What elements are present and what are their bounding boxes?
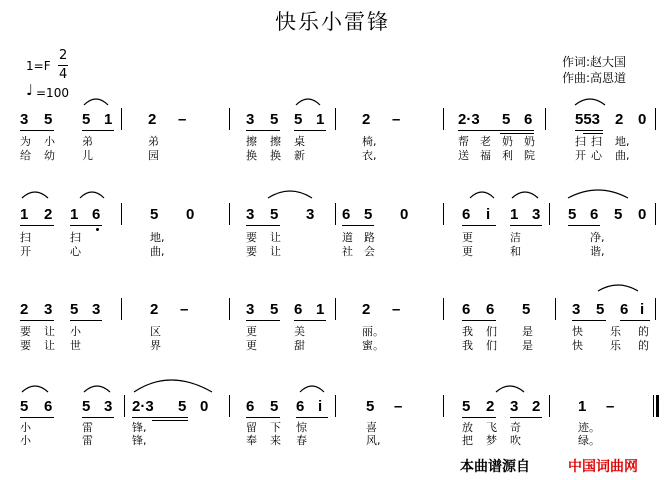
note: 6 bbox=[294, 301, 303, 318]
note: 6 bbox=[342, 206, 351, 223]
lyric: 惊 bbox=[296, 421, 307, 434]
note: 2 bbox=[362, 301, 371, 318]
time-signature-bottom: 4 bbox=[59, 67, 68, 82]
lyric: 梦 bbox=[486, 434, 497, 447]
barline bbox=[443, 108, 444, 130]
song-title: 快乐小雷锋 bbox=[275, 10, 390, 34]
underline bbox=[294, 320, 326, 321]
slur bbox=[80, 192, 104, 198]
lyric: 乐 bbox=[610, 325, 621, 338]
note: 3 bbox=[532, 206, 541, 223]
note: 1 bbox=[70, 206, 79, 223]
lyric: 锋, bbox=[132, 421, 147, 434]
lyric: 丽。 bbox=[362, 325, 384, 338]
note: 5 bbox=[178, 398, 187, 415]
lyric: 扫 bbox=[70, 231, 81, 244]
lyric: 净, bbox=[590, 231, 605, 244]
note: 5 bbox=[82, 398, 91, 415]
lyric: 绿。 bbox=[578, 434, 600, 447]
underline bbox=[294, 130, 326, 131]
note: – bbox=[394, 398, 403, 415]
note: 1 bbox=[316, 111, 325, 128]
note: 5 bbox=[44, 111, 53, 128]
note: 2 bbox=[44, 206, 53, 223]
note: 3 bbox=[572, 301, 581, 318]
lyric: 儿 bbox=[82, 149, 93, 162]
barline bbox=[121, 203, 122, 225]
note: 0 bbox=[186, 206, 195, 223]
note: – bbox=[606, 398, 615, 415]
lyric: 要 bbox=[246, 245, 257, 258]
lyric: 蜜。 bbox=[362, 339, 384, 352]
lyric: 路 bbox=[364, 231, 375, 244]
lyric: 更 bbox=[246, 325, 257, 338]
barline bbox=[549, 203, 550, 225]
lyric: 为 bbox=[20, 135, 31, 148]
note: 5 bbox=[270, 301, 279, 318]
underline bbox=[246, 130, 280, 131]
lyric: 扫 bbox=[20, 231, 31, 244]
underline bbox=[82, 130, 114, 131]
lyric: 让 bbox=[270, 231, 281, 244]
lyric: 界 bbox=[150, 339, 161, 352]
note: 6 bbox=[486, 301, 495, 318]
lyric: 新 bbox=[294, 149, 305, 162]
lyric: 春 bbox=[296, 434, 307, 447]
lyric: 来 bbox=[270, 434, 281, 447]
note: 2 bbox=[362, 111, 371, 128]
note: 5 bbox=[270, 111, 279, 128]
note: 553 bbox=[575, 111, 601, 128]
note: 0 bbox=[400, 206, 409, 223]
underline bbox=[296, 417, 328, 418]
barline bbox=[335, 108, 336, 130]
final-barline bbox=[653, 395, 654, 417]
barline bbox=[555, 298, 556, 320]
lyric: 雷 bbox=[82, 434, 93, 447]
lyric: 利 bbox=[502, 149, 513, 162]
tempo-note-icon: ♩ bbox=[26, 81, 34, 99]
lyric: 心 bbox=[70, 245, 81, 258]
lyric: 更 bbox=[462, 245, 473, 258]
lyric: 洁 bbox=[510, 231, 521, 244]
lyric: 的 bbox=[638, 325, 649, 338]
barline bbox=[124, 395, 125, 417]
barline bbox=[335, 298, 336, 320]
underline bbox=[82, 417, 114, 418]
lyric: 和 bbox=[510, 245, 521, 258]
lyric: 要 bbox=[20, 325, 31, 338]
barline bbox=[229, 395, 230, 417]
barline bbox=[443, 203, 444, 225]
underline bbox=[458, 130, 534, 131]
note: 5 bbox=[366, 398, 375, 415]
lyric: 飞 bbox=[486, 421, 497, 434]
lyric: 擦 bbox=[246, 135, 257, 148]
lyric: 锋, bbox=[132, 434, 147, 447]
lyric: 送 bbox=[458, 149, 469, 162]
lyric: 把 bbox=[462, 434, 473, 447]
note: i bbox=[318, 398, 323, 415]
lyric: 院 bbox=[524, 149, 535, 162]
barline bbox=[335, 395, 336, 417]
note: 2 bbox=[148, 111, 157, 128]
note: 5 bbox=[502, 111, 511, 128]
slur bbox=[568, 190, 628, 198]
slur bbox=[300, 386, 324, 392]
note: 1 bbox=[316, 301, 325, 318]
lyric: 衣, bbox=[362, 149, 377, 162]
source-note: 本曲谱源自 bbox=[460, 459, 530, 475]
lyric: 要 bbox=[246, 231, 257, 244]
note: i bbox=[640, 301, 645, 318]
lyric: 让 bbox=[44, 325, 55, 338]
note: 6 bbox=[296, 398, 305, 415]
lyric: 幼 bbox=[44, 149, 55, 162]
slur bbox=[470, 192, 494, 198]
barline bbox=[443, 395, 444, 417]
note: 2·3 bbox=[458, 111, 480, 128]
lyric: 风, bbox=[366, 434, 381, 447]
note: 3 bbox=[246, 301, 255, 318]
note: 1 bbox=[104, 111, 113, 128]
underline bbox=[510, 225, 542, 226]
note: 0 bbox=[200, 398, 209, 415]
note: 6 bbox=[462, 301, 471, 318]
barline bbox=[545, 108, 546, 130]
note: 3 bbox=[20, 111, 29, 128]
barline bbox=[655, 203, 656, 225]
slur bbox=[598, 285, 638, 291]
slur bbox=[84, 99, 108, 105]
lyric: 地, bbox=[615, 135, 630, 148]
tempo-marking: =100 bbox=[36, 86, 69, 100]
note: 6 bbox=[92, 206, 101, 223]
note: – bbox=[392, 111, 401, 128]
note: 6 bbox=[620, 301, 629, 318]
final-barline-thick bbox=[656, 395, 659, 417]
note: 6 bbox=[462, 206, 471, 223]
lyric: 迹。 bbox=[578, 421, 600, 434]
note: 2 bbox=[486, 398, 495, 415]
underline bbox=[152, 420, 188, 421]
lyric: 是 bbox=[522, 339, 533, 352]
lyric: 更 bbox=[462, 231, 473, 244]
lyric: 小 bbox=[20, 421, 31, 434]
lyric: 椅, bbox=[362, 135, 377, 148]
lyric: 我 bbox=[462, 339, 473, 352]
slur bbox=[268, 191, 312, 198]
note: 2 bbox=[532, 398, 541, 415]
lyric: 开 bbox=[20, 245, 31, 258]
lyric: 是 bbox=[522, 325, 533, 338]
slur bbox=[296, 99, 320, 105]
lyric: 更 bbox=[246, 339, 257, 352]
lyric: 地, bbox=[150, 231, 165, 244]
barline bbox=[335, 203, 336, 225]
note: 2 bbox=[150, 301, 159, 318]
lyric: 小 bbox=[20, 434, 31, 447]
lyric: 美 bbox=[294, 325, 305, 338]
note: 3 bbox=[246, 206, 255, 223]
lyric: 让 bbox=[270, 245, 281, 258]
barline bbox=[229, 108, 230, 130]
lyric: 快 bbox=[572, 339, 583, 352]
underline bbox=[20, 225, 54, 226]
underline bbox=[500, 133, 534, 134]
lyric: 开 bbox=[575, 149, 586, 162]
lyric: 弟 bbox=[148, 135, 159, 148]
lower-octave-dot bbox=[96, 228, 99, 231]
lyric: 让 bbox=[44, 339, 55, 352]
lyric: 小 bbox=[44, 135, 55, 148]
note: 5 bbox=[270, 398, 279, 415]
underline bbox=[342, 225, 374, 226]
lyric: 桌 bbox=[294, 135, 305, 148]
barline bbox=[121, 108, 122, 130]
underline bbox=[462, 320, 496, 321]
underline bbox=[70, 320, 102, 321]
note: – bbox=[392, 301, 401, 318]
note: 5 bbox=[294, 111, 303, 128]
lyric: 园 bbox=[148, 149, 159, 162]
lyric: 放 bbox=[462, 421, 473, 434]
note: 3 bbox=[104, 398, 113, 415]
underline bbox=[583, 133, 603, 134]
lyric: 乐 bbox=[610, 339, 621, 352]
note: 6 bbox=[44, 398, 53, 415]
underline bbox=[246, 417, 280, 418]
lyric: 福 bbox=[480, 149, 491, 162]
lyric: 的 bbox=[638, 339, 649, 352]
underline bbox=[20, 320, 54, 321]
note: – bbox=[180, 301, 189, 318]
lyric: 帮 bbox=[458, 135, 469, 148]
underline bbox=[20, 417, 54, 418]
note: 5 bbox=[20, 398, 29, 415]
lyric: 会 bbox=[364, 245, 375, 258]
composer: 作曲:高恩道 bbox=[562, 71, 627, 85]
lyric: 区 bbox=[150, 325, 161, 338]
barline bbox=[549, 395, 550, 417]
note: 1 bbox=[578, 398, 587, 415]
lyric: 弟 bbox=[82, 135, 93, 148]
note: 5 bbox=[614, 206, 623, 223]
note: 5 bbox=[568, 206, 577, 223]
underline bbox=[572, 320, 606, 321]
note: 6 bbox=[590, 206, 599, 223]
lyric: 奶 bbox=[524, 135, 535, 148]
lyric: 下 bbox=[270, 421, 281, 434]
lyric: 社 bbox=[342, 245, 353, 258]
note: 5 bbox=[70, 301, 79, 318]
lyric: 世 bbox=[70, 339, 81, 352]
note: 5 bbox=[522, 301, 531, 318]
underline bbox=[246, 320, 280, 321]
underline bbox=[462, 225, 496, 226]
underline bbox=[575, 130, 603, 131]
note: 5 bbox=[270, 206, 279, 223]
lyric: 扫 bbox=[575, 135, 586, 148]
slur bbox=[134, 380, 212, 392]
slur bbox=[84, 386, 110, 392]
barline bbox=[121, 298, 122, 320]
slur bbox=[575, 99, 605, 105]
underline bbox=[246, 225, 280, 226]
note: – bbox=[178, 111, 187, 128]
note: 1 bbox=[20, 206, 29, 223]
underline bbox=[620, 320, 650, 321]
slur bbox=[22, 192, 48, 198]
note: 0 bbox=[638, 206, 647, 223]
note: 5 bbox=[82, 111, 91, 128]
lyric: 雷 bbox=[82, 421, 93, 434]
lyric: 我 bbox=[462, 325, 473, 338]
lyric: 给 bbox=[20, 149, 31, 162]
site-link[interactable]: 中国词曲网 bbox=[568, 459, 638, 475]
lyric: 擦 bbox=[270, 135, 281, 148]
barline bbox=[443, 298, 444, 320]
note: 5 bbox=[462, 398, 471, 415]
underline bbox=[510, 417, 542, 418]
barline bbox=[655, 298, 656, 320]
note: 3 bbox=[246, 111, 255, 128]
underline bbox=[462, 417, 496, 418]
note: 2 bbox=[615, 111, 624, 128]
lyric: 要 bbox=[20, 339, 31, 352]
lyric: 甜 bbox=[294, 339, 305, 352]
lyric: 们 bbox=[486, 339, 497, 352]
slur bbox=[512, 192, 538, 198]
note: 3 bbox=[306, 206, 315, 223]
lyric: 奇 bbox=[510, 421, 521, 434]
note: 6 bbox=[524, 111, 533, 128]
note: 6 bbox=[246, 398, 255, 415]
note: 5 bbox=[364, 206, 373, 223]
barline bbox=[229, 298, 230, 320]
lyric: 扫 bbox=[591, 135, 602, 148]
barline bbox=[655, 108, 656, 130]
lyric: 道 bbox=[342, 231, 353, 244]
lyric: 们 bbox=[486, 325, 497, 338]
note: 5 bbox=[596, 301, 605, 318]
lyricist: 作词:赵大国 bbox=[562, 55, 627, 69]
lyric: 换 bbox=[246, 149, 257, 162]
time-signature-top: 2 bbox=[59, 48, 68, 63]
lyric: 小 bbox=[70, 325, 81, 338]
note: 5 bbox=[150, 206, 159, 223]
barline bbox=[229, 203, 230, 225]
lyric: 曲, bbox=[615, 149, 630, 162]
note: 2·3 bbox=[132, 398, 154, 415]
lyric: 谐, bbox=[590, 245, 605, 258]
key-signature: 1=F bbox=[26, 59, 51, 73]
slur bbox=[22, 386, 48, 392]
note: 3 bbox=[92, 301, 101, 318]
lyric: 快 bbox=[572, 325, 583, 338]
lyric: 喜 bbox=[366, 421, 377, 434]
lyric: 奶 bbox=[502, 135, 513, 148]
lyric: 留 bbox=[246, 421, 257, 434]
underline bbox=[132, 417, 188, 418]
lyric: 心 bbox=[591, 149, 602, 162]
note: 3 bbox=[510, 398, 519, 415]
lyric: 换 bbox=[270, 149, 281, 162]
lyric: 曲, bbox=[150, 245, 165, 258]
underline bbox=[568, 225, 600, 226]
note: 3 bbox=[44, 301, 53, 318]
note: i bbox=[486, 206, 491, 223]
underline bbox=[20, 130, 54, 131]
lyric: 吹 bbox=[510, 434, 521, 447]
lyric: 奉 bbox=[246, 434, 257, 447]
slur bbox=[496, 386, 524, 392]
underline bbox=[70, 225, 102, 226]
note: 2 bbox=[20, 301, 29, 318]
note: 1 bbox=[510, 206, 519, 223]
lyric: 老 bbox=[480, 135, 491, 148]
note: 0 bbox=[638, 111, 647, 128]
